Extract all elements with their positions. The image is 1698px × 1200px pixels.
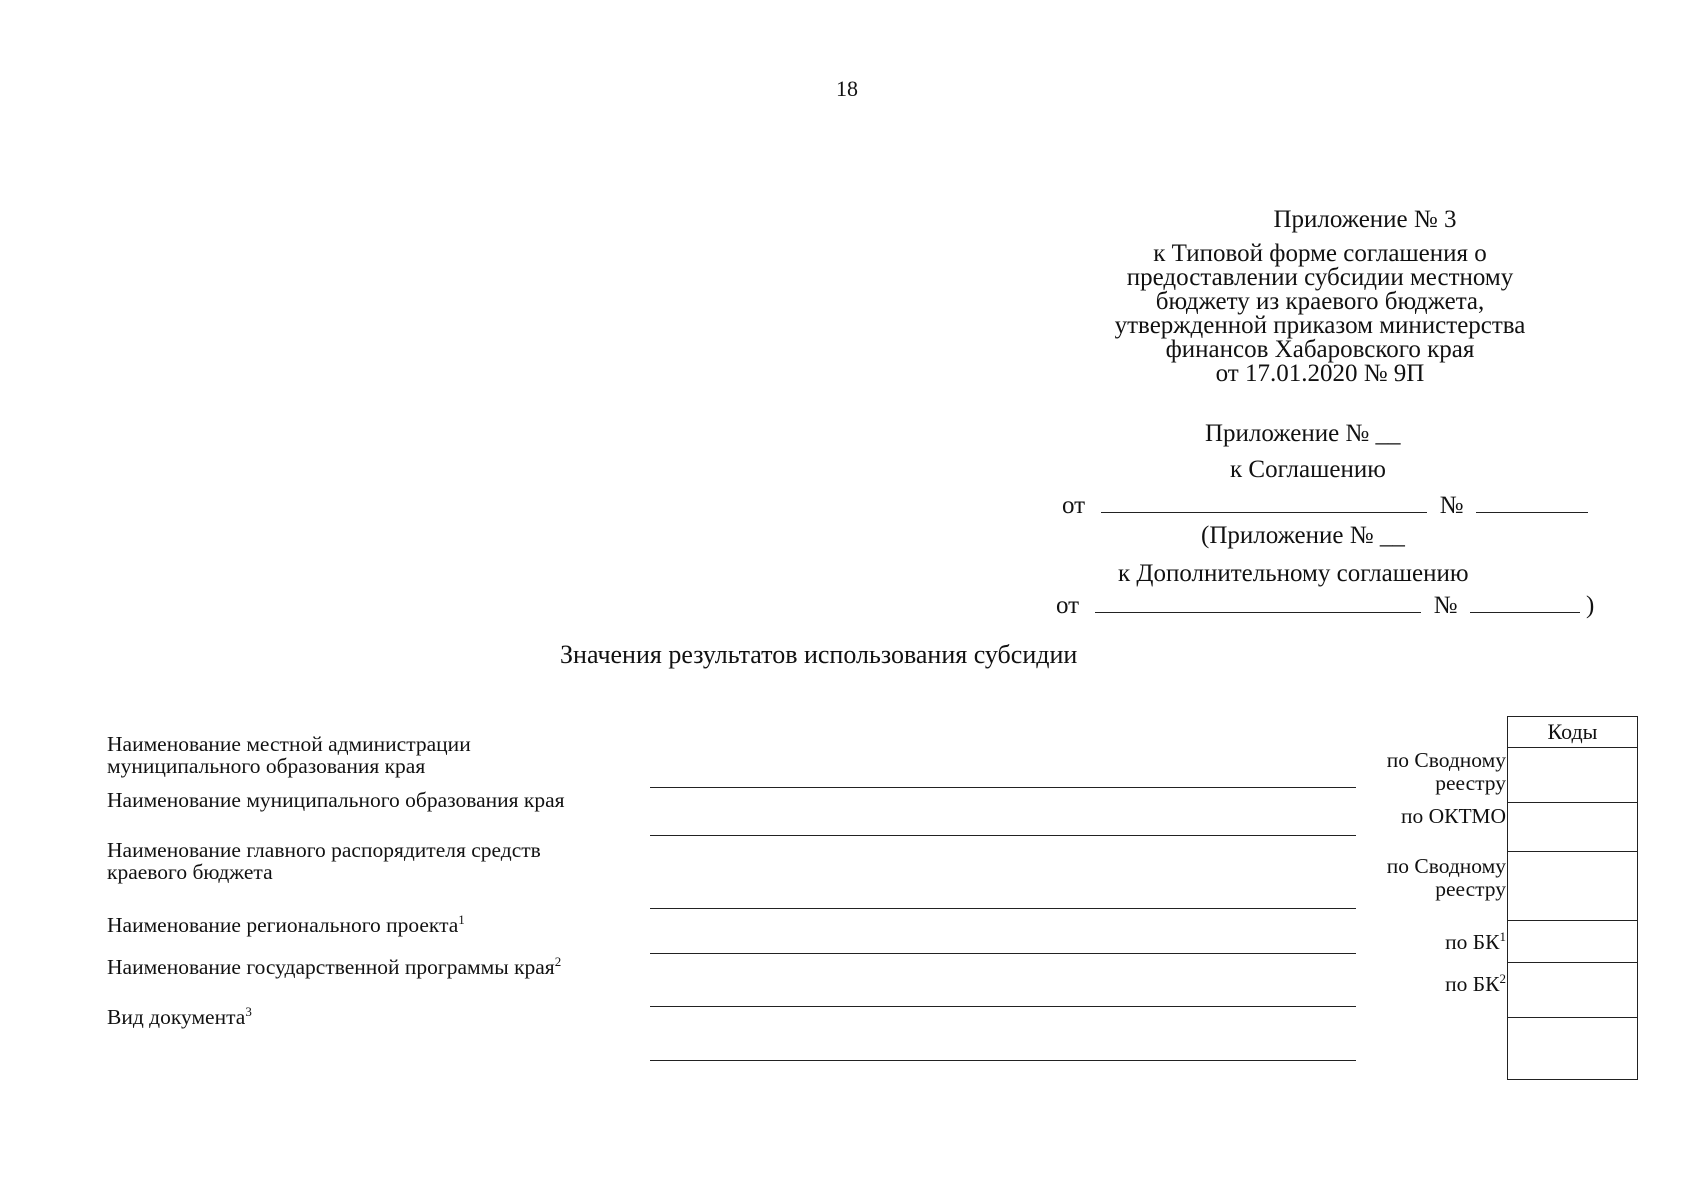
number-label: № [1439, 492, 1464, 519]
appendix-line: предоставлении субсидии местному [1126, 264, 1514, 291]
additional-agreement-date-row [1056, 590, 1594, 620]
appendix-header [1070, 208, 1570, 386]
appendix-line: бюджету из краевого бюджета, [1155, 288, 1485, 315]
code-cell-consolidated-registry-2[interactable] [1508, 852, 1637, 921]
from-label: от [1062, 492, 1086, 519]
field-label-document-type: Вид документа$^3$ [107, 1004, 252, 1030]
field-label-local-administration: Наименование местной администрации муниципального образования края [107, 732, 471, 778]
code-cell-bk-2[interactable] [1508, 963, 1637, 1018]
code-cell-consolidated-registry[interactable] [1508, 748, 1637, 803]
regional-project-field[interactable] [650, 953, 1356, 954]
number-label: № [1433, 592, 1458, 619]
agreement-date-field[interactable] [1101, 490, 1427, 513]
page-number: 18 [836, 76, 858, 101]
code-cell-bk-1[interactable] [1508, 921, 1637, 963]
agreement-appendix-label: Приложение № __ [1205, 420, 1401, 447]
from-label: от [1056, 592, 1080, 619]
field-label-regional-project: Наименование регионального проекта$^1$ [107, 912, 465, 938]
additional-appendix-label: (Приложение № __ [1201, 522, 1405, 549]
codes-table [1507, 716, 1638, 1080]
code-cell-oktmo[interactable] [1508, 803, 1637, 852]
local-administration-field[interactable] [650, 787, 1356, 788]
agreement-to-label: к Соглашению [1230, 456, 1386, 483]
chief-administrator-field[interactable] [650, 908, 1356, 909]
code-cell-document-type[interactable] [1508, 1018, 1637, 1078]
form-labels [107, 733, 647, 1033]
agreement-number-field[interactable] [1476, 490, 1588, 513]
code-label-oktmo: по ОКТМО [1401, 804, 1506, 828]
appendix-title: Приложение № 3 [1273, 206, 1457, 233]
additional-agreement-label: к Дополнительному соглашению [1118, 560, 1469, 587]
agreement-date-row [1062, 490, 1588, 520]
code-label-consolidated-registry: по Сводному реестру [1386, 748, 1506, 795]
section-title: Значения результатов использования субсидии [560, 640, 1078, 669]
additional-number-field[interactable] [1470, 590, 1580, 613]
field-label-state-program: Наименование государственной программы края$^2$ [107, 954, 562, 980]
field-label-municipality: Наименование муниципального образования края [107, 788, 565, 812]
codes-header: Коды [1508, 717, 1637, 748]
code-label-consolidated-registry-2: по Сводному реестру [1386, 854, 1506, 901]
municipality-field[interactable] [650, 835, 1356, 836]
appendix-line: финансов Хабаровского края [1165, 336, 1475, 363]
closing-paren: ) [1585, 592, 1595, 619]
code-label-bk-1: по $БК^1$ [1445, 929, 1506, 955]
appendix-line: от 17.01.2020 № 9П [1215, 360, 1425, 387]
additional-date-field[interactable] [1095, 590, 1421, 613]
document-type-field[interactable] [650, 1060, 1356, 1061]
field-label-chief-administrator: Наименование главного распорядителя средств краевого бюджета [107, 838, 541, 884]
state-program-field[interactable] [650, 1006, 1356, 1007]
appendix-line: к Типовой форме соглашения о [1153, 240, 1487, 267]
code-label-bk-2: по $БК^2$ [1445, 971, 1506, 997]
appendix-line: утвержденной приказом министерства [1114, 312, 1526, 339]
